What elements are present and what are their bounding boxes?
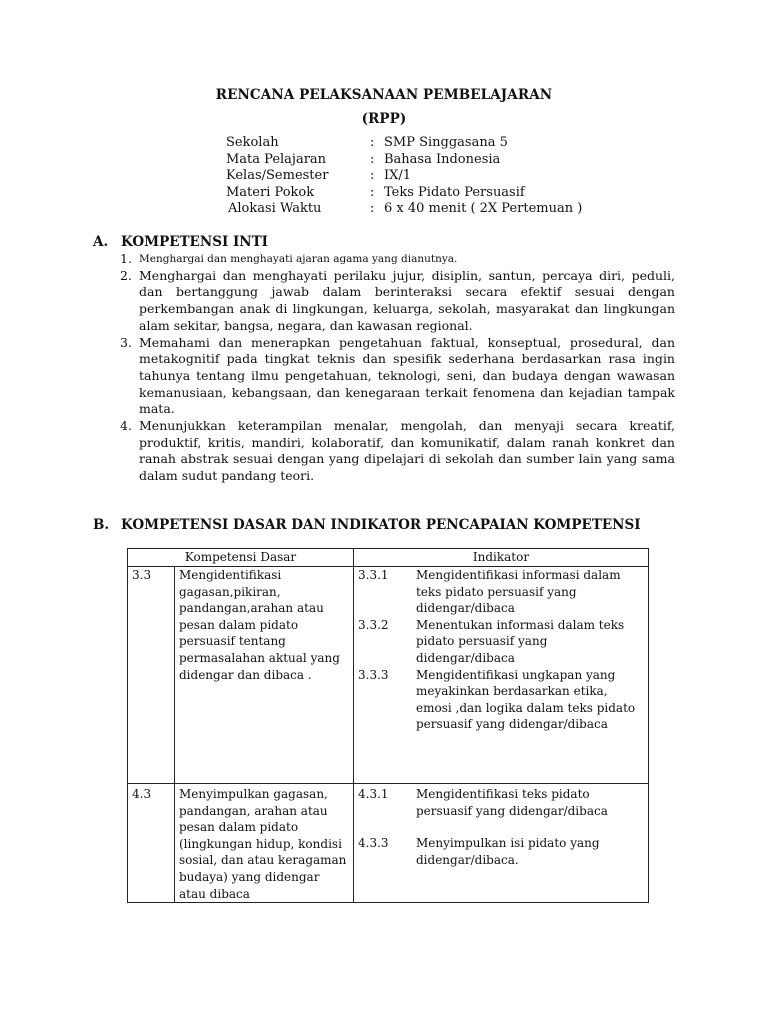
info-row-time xyxy=(226,201,582,218)
info-label: Kelas/Semester xyxy=(226,168,329,183)
info-value: Teks Pidato Persuasif xyxy=(384,184,525,200)
info-colon: : xyxy=(370,168,375,183)
info-label: Materi Pokok xyxy=(226,184,315,200)
info-row-topic xyxy=(226,185,582,202)
column-header-indicator: Indikator xyxy=(354,549,649,567)
indicator-cell xyxy=(354,567,649,784)
section-title: KOMPETENSI DASAR DAN INDIKATOR PENCAPAIAN KOMPETENSI xyxy=(121,517,641,533)
indicator-item xyxy=(354,567,644,617)
table-row xyxy=(128,784,649,903)
indicator-cell xyxy=(354,784,649,903)
indicator-code: 4.3.1 xyxy=(358,787,389,801)
document-subtitle: (RPP) xyxy=(361,111,407,127)
kd-code: 4.3 xyxy=(128,784,175,903)
info-colon: : xyxy=(370,184,375,200)
info-value: IX/1 xyxy=(384,168,412,183)
list-text: Menghargai dan menghayati ajaran agama yang dianutnya. xyxy=(139,253,458,265)
indicator-code: 3.3.2 xyxy=(358,617,389,632)
info-row-school xyxy=(226,135,582,152)
indicator-item xyxy=(354,617,644,667)
list-item xyxy=(120,251,675,268)
list-number: 2. xyxy=(120,267,132,283)
identity-block xyxy=(226,135,582,218)
kd-text: Mengidentifikasi gagasan,pikiran, pandangan,arahan atau pesan dalam pidato persuasif tentang permasalahan aktual yang didengar dan dibaca . xyxy=(175,567,354,784)
kd-text: Menyimpulkan gagasan, pandangan, arahan atau pesan dalam pidato (lingkungan hidup, kondisi sosial, dan atau keragaman budaya) yang didengar atau dibaca xyxy=(175,784,354,903)
info-label: Mata Pelajaran xyxy=(226,151,327,167)
list-item xyxy=(120,335,675,419)
info-value: Bahasa Indonesia xyxy=(384,151,501,167)
list-text: Menunjukkan keterampilan menalar, mengolah, dan menyaji secara kreatif, produktif, kritis, mandiri, kolaboratif, dan komunikatif, dalam ranah konkret dan ranah abstrak sesuai dengan yang dipelajari di sekolah dan sumber lain yang sama dalam sudut pandang teori. xyxy=(139,418,675,484)
indicator-text: Menentukan informasi dalam teks pidato persuasif yang didengar/dibaca xyxy=(416,617,625,665)
list-number: 4. xyxy=(120,418,132,434)
section-a-heading xyxy=(93,234,268,250)
info-label: Alokasi Waktu xyxy=(228,201,322,216)
kd-code: 3.3 xyxy=(128,567,175,784)
info-row-subject xyxy=(226,152,582,169)
table-row xyxy=(128,567,649,784)
info-value: 6 x 40 menit ( 2X Pertemuan ) xyxy=(384,201,583,216)
info-colon: : xyxy=(370,201,375,216)
indicator-code: 3.3.1 xyxy=(358,568,389,582)
column-header-kd: Kompetensi Dasar xyxy=(128,549,354,567)
competence-table xyxy=(127,548,649,903)
indicator-item xyxy=(354,667,644,733)
info-row-class xyxy=(226,168,582,185)
section-title: KOMPETENSI INTI xyxy=(121,234,268,250)
section-letter: B. xyxy=(93,517,110,533)
info-colon: : xyxy=(370,151,375,167)
list-text: Memahami dan menerapkan pengetahuan faktual, konseptual, prosedural, dan metakognitif pada tingkat teknis dan spesifik sederhana berdasarkan rasa ingin tahunya tentang ilmu pengetahuan, teknologi, seni, dan budaya dengan wawasan kemanusiaan, kebangsaan, dan kenegaraan terkait fenomena dan kejadian tampak mata. xyxy=(139,334,675,417)
section-letter: A. xyxy=(93,234,109,250)
list-number: 3. xyxy=(120,334,132,350)
indicator-code: 3.3.3 xyxy=(358,667,389,682)
info-colon: : xyxy=(370,135,375,150)
table-header-row xyxy=(128,549,649,567)
list-item xyxy=(120,418,675,485)
indicator-item xyxy=(354,786,644,819)
indicator-text: Menyimpulkan isi pidato yang didengar/dibaca. xyxy=(416,836,600,867)
indicator-text: Mengidentifikasi teks pidato persuasif yang didengar/dibaca xyxy=(416,787,608,818)
list-text: Menghargai dan menghayati perilaku jujur, disiplin, santun, percaya diri, peduli, dan bertanggung jawab dalam berinteraksi secara efektif sesuai dengan perkembangan anak di lingkungan, keluarga, sekolah, masyarakat dan lingkungan alam sekitar, bangsa, negara, dan kawasan regional. xyxy=(139,267,675,333)
document-title: RENCANA PELAKSANAAN PEMBELAJARAN xyxy=(215,87,553,103)
core-competence-list xyxy=(120,251,675,485)
indicator-code: 4.3.3 xyxy=(358,836,389,851)
list-number: 1. xyxy=(120,251,132,266)
indicator-text: Mengidentifikasi informasi dalam teks pidato persuasif yang didengar/dibaca xyxy=(416,568,621,616)
info-value: SMP Singgasana 5 xyxy=(384,135,508,150)
indicator-text: Mengidentifikasi ungkapan yang meyakinkan berdasarkan etika, emosi ,dan logika dalam teks pidato persuasif yang didengar/dibaca xyxy=(416,667,636,732)
list-item xyxy=(120,268,675,335)
indicator-item xyxy=(354,835,644,868)
section-b-heading xyxy=(93,517,641,533)
info-label: Sekolah xyxy=(226,135,279,150)
